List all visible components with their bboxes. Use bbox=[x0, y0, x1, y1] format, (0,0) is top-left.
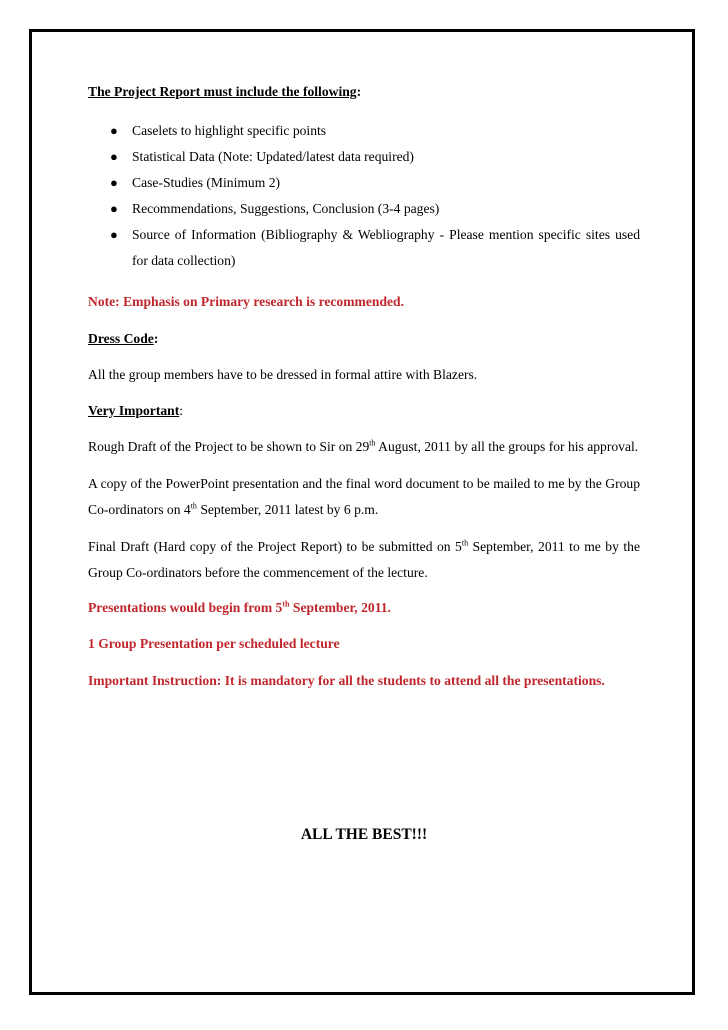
bullet-icon: ● bbox=[110, 175, 118, 190]
closing-message: ALL THE BEST!!! bbox=[300, 826, 428, 843]
presentation-schedule: 1 Group Presentation per scheduled lecture bbox=[88, 636, 340, 651]
list-item: ● Source of Information (Bibliography & Webliography - Please mention specific sites used for data collection) bbox=[88, 222, 640, 274]
dress-code-heading: Dress Code: bbox=[88, 331, 159, 346]
list-item: ● Recommendations, Suggestions, Conclusion (3-4 pages) bbox=[88, 196, 640, 222]
document-body bbox=[88, 83, 640, 843]
bullet-icon: ● bbox=[110, 201, 118, 216]
bullet-icon: ● bbox=[110, 123, 118, 138]
list-item: ● Case-Studies (Minimum 2) bbox=[88, 170, 640, 196]
list-item: ● Statistical Data (Note: Updated/latest data required) bbox=[88, 144, 640, 170]
report-heading: The Project Report must include the following: bbox=[88, 84, 362, 99]
important-instruction: Important Instruction: It is mandatory for all the students to attend all the presentations. bbox=[88, 673, 605, 688]
requirements-list bbox=[88, 118, 640, 274]
dress-code-text: All the group members have to be dressed in formal attire with Blazers. bbox=[88, 367, 478, 382]
emphasis-note: Note: Emphasis on Primary research is recommended. bbox=[88, 294, 405, 309]
final-draft-paragraph: Final Draft (Hard copy of the Project Report) to be submitted on 5th September, 2011 to me by the Group Co-ordinators before the commencement of the lecture. bbox=[88, 538, 640, 580]
very-important-heading: Very Important: bbox=[88, 403, 184, 418]
rough-draft-paragraph: Rough Draft of the Project to be shown to Sir on 29th August, 2011 by all the groups for his approval. bbox=[88, 438, 639, 454]
presentations-start: Presentations would begin from 5th September, 2011. bbox=[88, 599, 391, 615]
list-item: ● Caselets to highlight specific points bbox=[88, 118, 640, 144]
bullet-icon: ● bbox=[110, 149, 118, 164]
powerpoint-paragraph: A copy of the PowerPoint presentation and the final word document to be mailed to me by the Group Co-ordinators on 4th September, 2011 latest by 6 p.m. bbox=[88, 476, 640, 517]
bullet-icon: ● bbox=[110, 227, 118, 242]
